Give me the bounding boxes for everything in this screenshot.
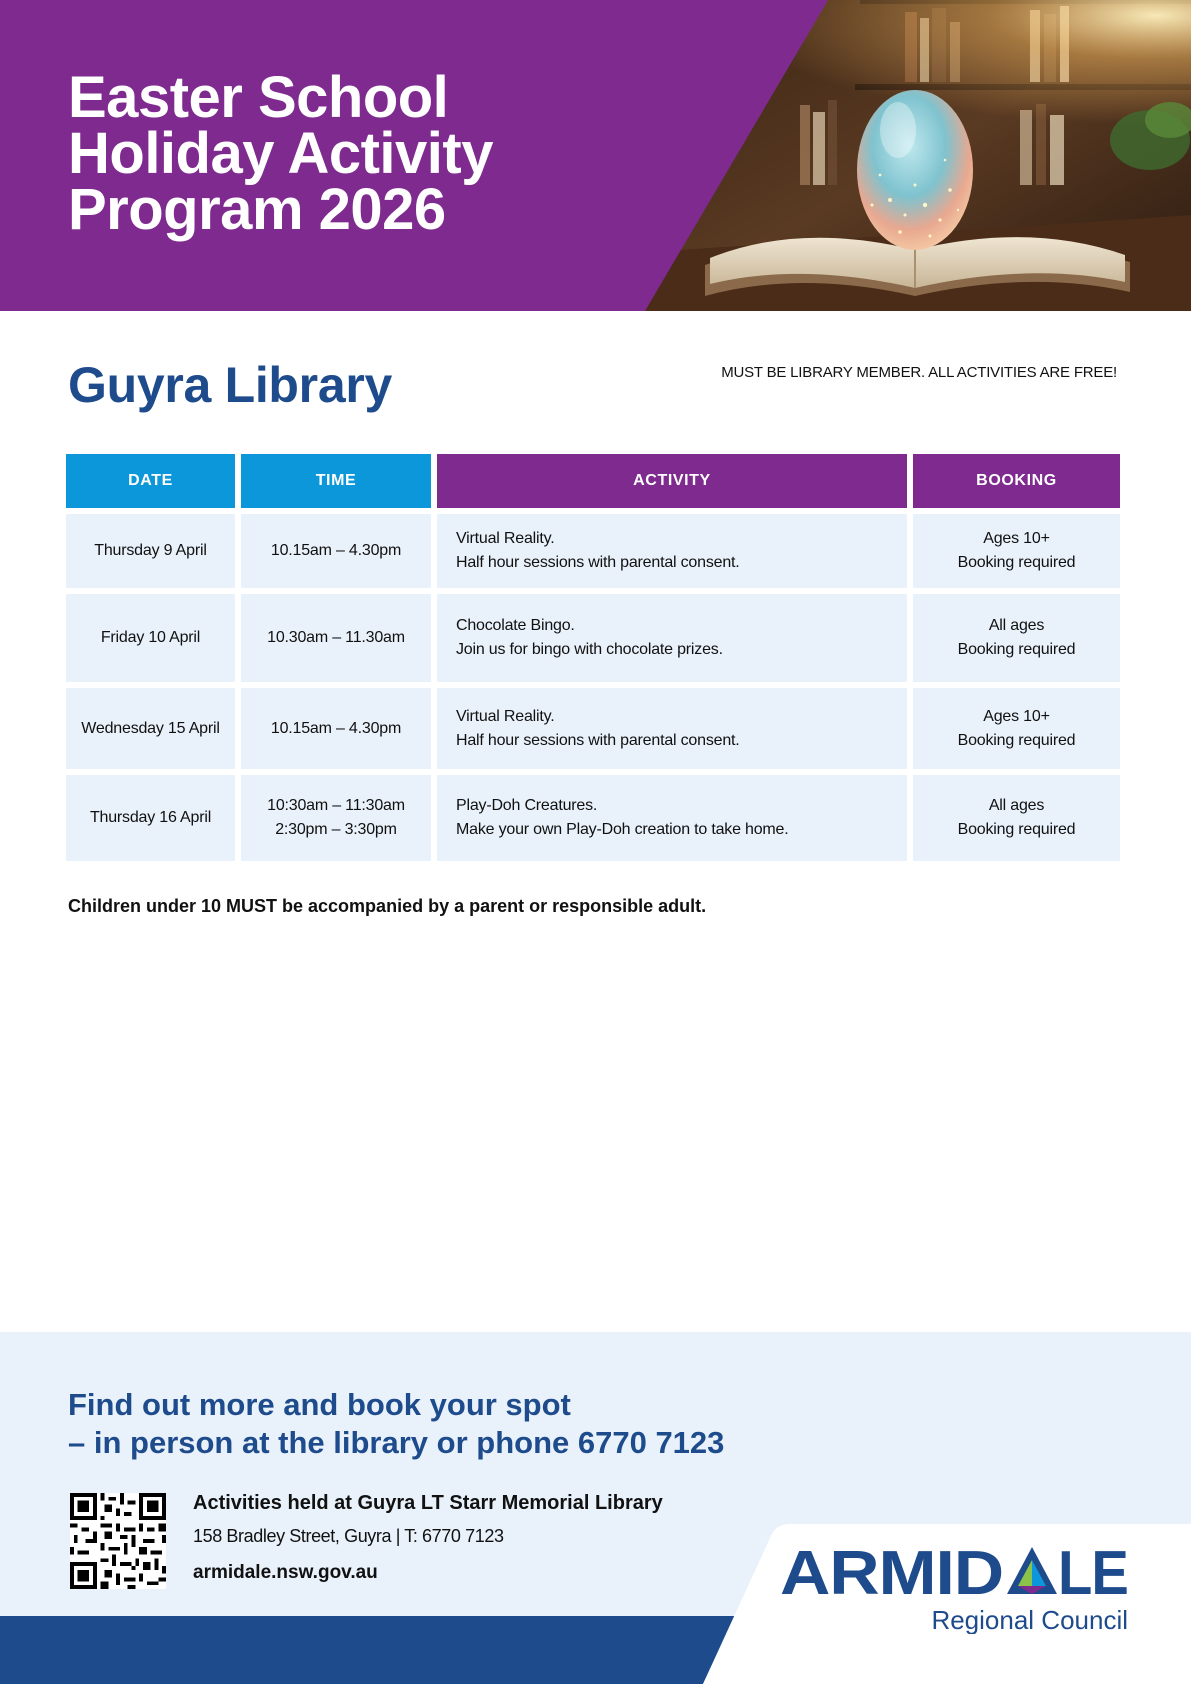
booking-call-to-action bbox=[68, 1386, 724, 1462]
program-title-line: Program 2026 bbox=[68, 177, 446, 242]
header-banner bbox=[0, 0, 1191, 311]
activity-description: Join us for bingo with chocolate prizes. bbox=[456, 641, 723, 658]
logo-wordmark-left: ARMID bbox=[780, 1542, 1003, 1608]
table-row bbox=[66, 775, 1120, 861]
booking-age: Ages 10+ bbox=[983, 530, 1050, 547]
time-cell bbox=[241, 594, 431, 682]
activity-title: Play-Doh Creatures. bbox=[456, 797, 598, 814]
table-row bbox=[66, 514, 1120, 588]
time-line: 2:30pm – 3:30pm bbox=[275, 821, 397, 838]
table-row bbox=[66, 594, 1120, 682]
activity-schedule-table bbox=[66, 454, 1120, 867]
time-line: 10.15am – 4.30pm bbox=[270, 542, 402, 559]
booking-age: All ages bbox=[988, 797, 1045, 814]
column-header-time: TIME bbox=[241, 454, 431, 508]
time-cell bbox=[241, 775, 431, 861]
column-header-activity: ACTIVITY bbox=[437, 454, 907, 508]
activity-cell bbox=[437, 775, 907, 861]
booking-requirement: Booking required bbox=[957, 821, 1076, 838]
activity-cell bbox=[437, 688, 907, 769]
booking-requirement: Booking required bbox=[957, 641, 1076, 658]
time-line: 10:30am – 11:30am bbox=[267, 797, 405, 814]
booking-cell bbox=[913, 775, 1120, 861]
booking-cell bbox=[913, 594, 1120, 682]
column-header-booking: BOOKING bbox=[913, 454, 1120, 508]
website-link[interactable]: armidale.nsw.gov.au bbox=[193, 1562, 378, 1583]
logo-triangle-icon bbox=[1007, 1547, 1057, 1594]
time-line: 10.30am – 11.30am bbox=[267, 629, 405, 646]
date-cell: Wednesday 15 April bbox=[66, 688, 235, 769]
booking-requirement: Booking required bbox=[957, 731, 1076, 749]
activity-cell bbox=[437, 594, 907, 682]
activity-title: Chocolate Bingo. bbox=[456, 617, 575, 634]
date-cell: Thursday 9 April bbox=[66, 514, 235, 588]
time-line: 10.15am – 4.30pm bbox=[270, 719, 402, 737]
column-header-date: DATE bbox=[66, 454, 235, 508]
activity-title: Virtual Reality. bbox=[456, 707, 555, 725]
table-header-row bbox=[66, 454, 1120, 508]
cta-line: Find out more and book your spot bbox=[68, 1387, 571, 1422]
activity-description: Half hour sessions with parental consent. bbox=[456, 731, 740, 749]
logo-wordmark-right: LE bbox=[1058, 1542, 1128, 1608]
membership-note: MUST BE LIBRARY MEMBER. ALL ACTIVITIES ARE FREE! bbox=[721, 364, 1117, 381]
venue-name: Activities held at Guyra LT Starr Memorial Library bbox=[193, 1492, 663, 1514]
date-cell: Friday 10 April bbox=[66, 594, 235, 682]
logo-subtitle: Regional Council bbox=[931, 1605, 1128, 1634]
activity-title: Virtual Reality. bbox=[456, 530, 555, 547]
activity-description: Half hour sessions with parental consent. bbox=[456, 554, 740, 571]
program-title-line: Easter School bbox=[68, 65, 449, 130]
time-cell bbox=[241, 514, 431, 588]
booking-cell bbox=[913, 514, 1120, 588]
venue-address: 158 Bradley Street, Guyra | T: 6770 7123 bbox=[193, 1526, 504, 1546]
time-cell bbox=[241, 688, 431, 769]
booking-cell bbox=[913, 688, 1120, 769]
library-name: Guyra Library bbox=[68, 357, 393, 413]
booking-age: All ages bbox=[988, 617, 1045, 634]
table-row bbox=[66, 688, 1120, 769]
activity-description: Make your own Play-Doh creation to take home. bbox=[456, 821, 789, 838]
program-title bbox=[68, 65, 708, 242]
cta-line: – in person at the library or phone 6770 7123 bbox=[68, 1425, 725, 1460]
date-cell: Thursday 16 April bbox=[66, 775, 235, 861]
armidale-council-logo[interactable] bbox=[780, 1542, 1130, 1634]
booking-requirement: Booking required bbox=[957, 554, 1076, 571]
activity-cell bbox=[437, 514, 907, 588]
booking-age: Ages 10+ bbox=[983, 707, 1050, 725]
program-title-line: Holiday Activity bbox=[68, 121, 493, 186]
supervision-notice: Children under 10 MUST be accompanied by a parent or responsible adult. bbox=[68, 896, 707, 916]
